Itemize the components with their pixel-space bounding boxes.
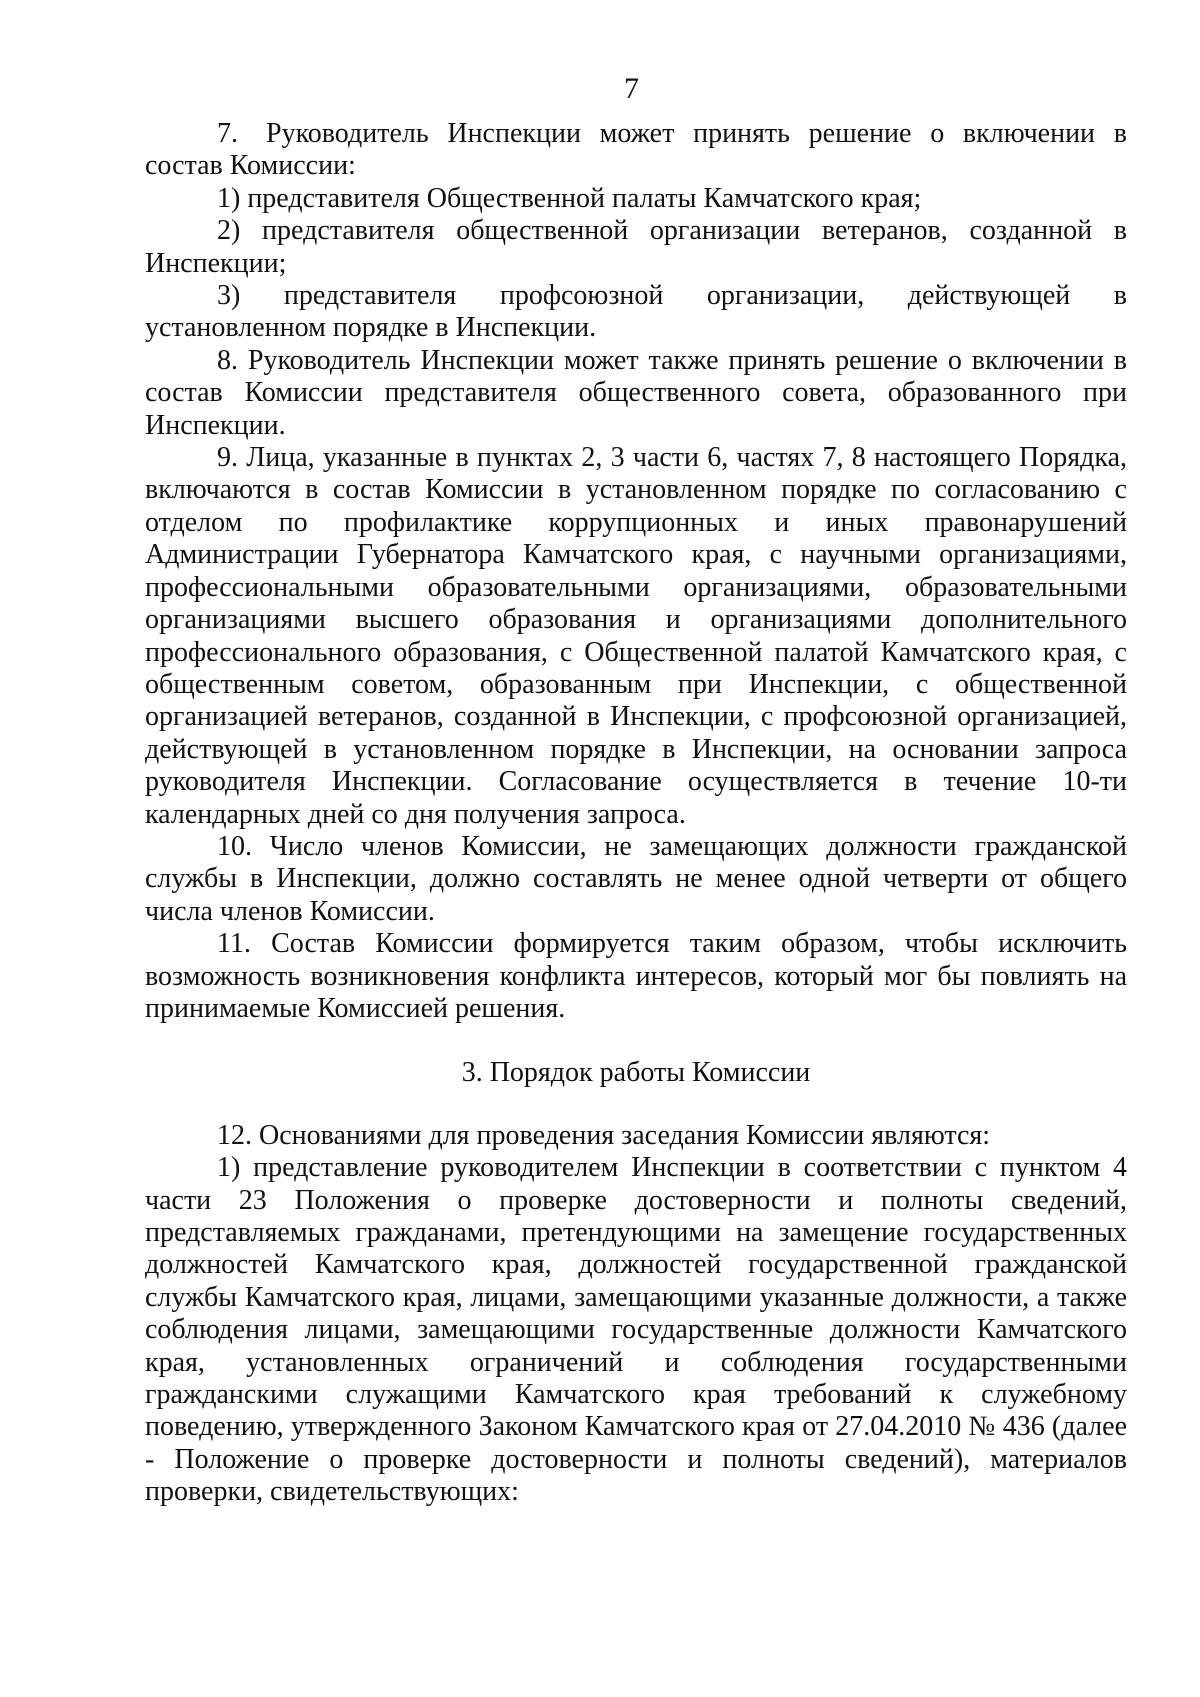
paragraph-12-item-1: 1) представление руководителем Инспекции в соответствии с пунктом 4 части 23 Положения о проверке достоверности и полноты сведений, представляемых гражданами, претендующими на замещение государственных должностей Камчатского края, должностей государственной гражданской службы Камчатского края, лицами, замещающими указанные должности, а также соблюдения лицами, замещающими государственные должности Камчатского края, установленных ограничений и соблюдения государственными гражданскими служащими Камчатского края требований к служебному поведению, утвержденного Законом Камчатского края от 27.04.2010 № 436 (далее - Положение о проверке достоверности и полноты сведений), материалов проверки, свидетельствующих:: [145, 1152, 1127, 1508]
paragraph-9: 9. Лица, указанные в пунктах 2, 3 части 6, частях 7, 8 настоящего Порядка, включаются в состав Комиссии в установленном порядке по согласованию с отделом по профилактике коррупционных и иных правонарушений Администрации Губернатора Камчатского края, с научными организациями, профессиональными образовательными организациями, образовательными организациями высшего образования и организациями дополнительного профессионального образования, с Общественной палатой Камчатского края, с общественным советом, образованным при Инспекции, с общественной организацией ветеранов, созданной в Инспекции, с профсоюзной организацией, действующей в установленном порядке в Инспекции, на основании запроса руководителя Инспекции. Согласование осуществляется в течение 10-ти календарных дней со дня получения запроса.: [145, 442, 1127, 830]
paragraph-12: 12. Основаниями для проведения заседания Комиссии являются:: [217, 1119, 991, 1151]
document-body: [145, 118, 1127, 1509]
paragraph-10: 10. Число членов Комиссии, не замещающих должности гражданской службы в Инспекции, должно составлять не менее одной четверти от общего числа членов Комиссии.: [145, 830, 1127, 927]
paragraph-8: 8. Руководитель Инспекции может также принять решение о включении в состав Комиссии представителя общественного совета, образованного при Инспекции.: [145, 344, 1127, 441]
page-number: 7: [624, 72, 639, 105]
paragraph-7-item-2: 2) представителя общественной организации ветеранов, созданной в Инспекции;: [145, 215, 1127, 279]
paragraph-11: 11. Состав Комиссии формируется таким образом, чтобы исключить возможность возникновения конфликта интересов, который мог бы повлиять на принимаемые Комиссией решения.: [145, 928, 1127, 1024]
paragraph-7-item-1: 1) представителя Общественной палаты Камчатского края;: [217, 182, 922, 214]
paragraph-7: 7. Руководитель Инспекции может принять решение о включении в состав Комиссии:: [145, 118, 1127, 182]
section-title: 3. Порядок работы Комиссии: [461, 1057, 811, 1089]
paragraph-7-item-3: 3) представителя профсоюзной организации, действующей в установленном порядке в Инспекции.: [145, 280, 1127, 344]
